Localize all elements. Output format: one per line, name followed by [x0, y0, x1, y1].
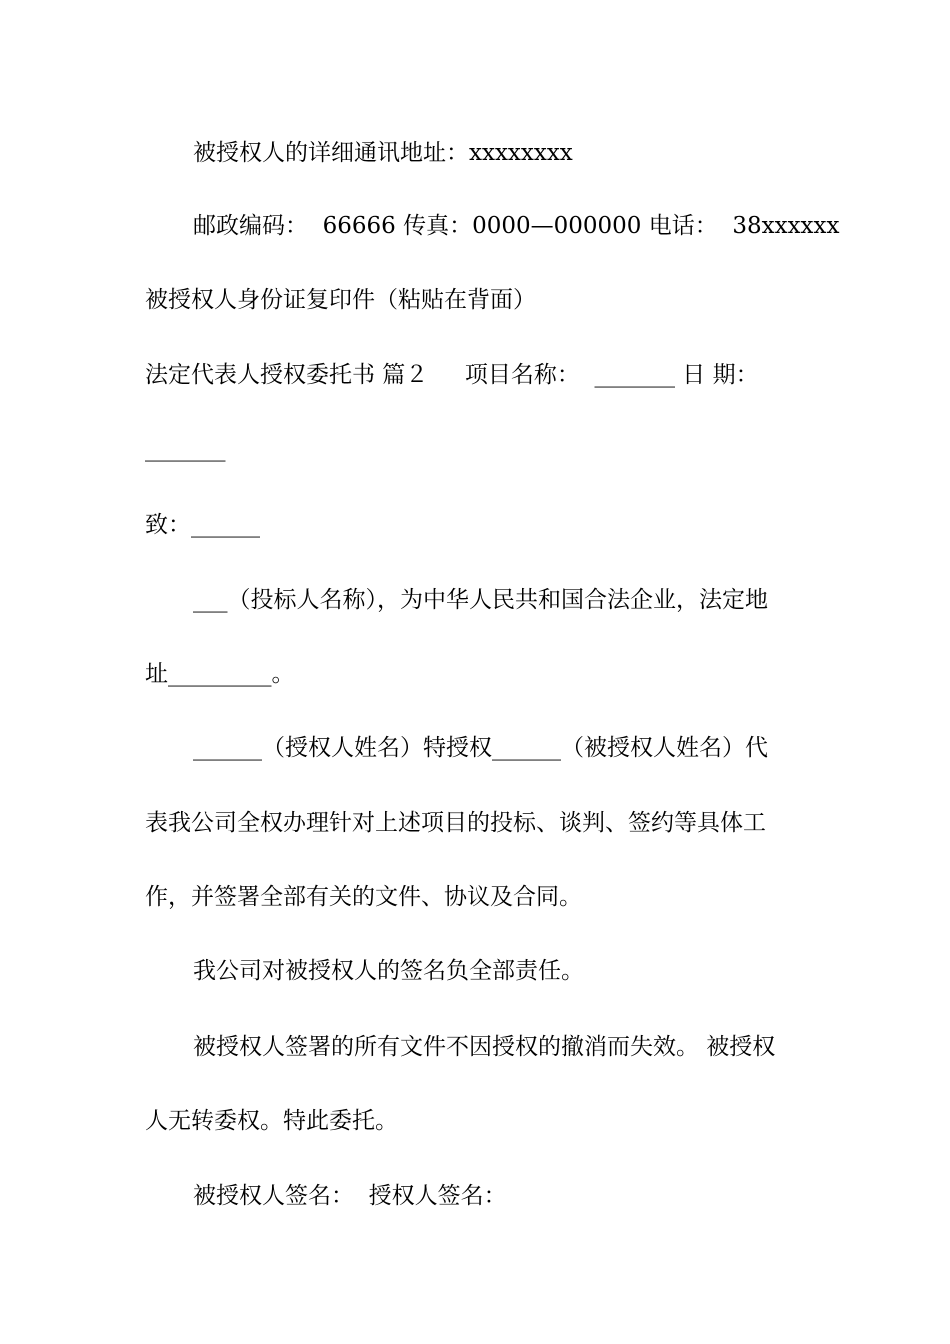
- responsibility-line: 我公司对被授权人的签名负全部责任。: [193, 958, 584, 984]
- addressee-line: 致：______: [145, 512, 260, 538]
- validity-paragraph-line-1: 被授权人签署的所有文件不因授权的撤消而失效。 被授权: [193, 1034, 776, 1060]
- signature-line: 被授权人签名： 授权人签名：: [193, 1183, 507, 1209]
- date-blank-line: _______: [145, 436, 226, 462]
- authorization-paragraph-line-2: 表我公司全权办理针对上述项目的投标、谈判、签约等具体工: [145, 810, 766, 836]
- authorization-paragraph-line-1: ______（授权人姓名）特授权______（被授权人姓名）代: [193, 735, 768, 761]
- validity-paragraph-line-2: 人无转委权。特此委托。: [145, 1108, 398, 1134]
- bidder-paragraph-line-1: ___（投标人名称），为中华人民共和国合法企业，法定地: [193, 587, 768, 613]
- bidder-paragraph-line-2: 址_________。: [145, 661, 295, 687]
- section-title-line: 法定代表人授权委托书 篇２ 项目名称： _______ 日 期：: [145, 362, 759, 388]
- id-copy-line: 被授权人身份证复印件（粘贴在背面）: [145, 287, 536, 313]
- recipient-address-line: 被授权人的详细通讯地址：xxxxxxxx: [193, 140, 573, 166]
- authorization-paragraph-line-3: 作，并签署全部有关的文件、协议及合同。: [145, 884, 582, 910]
- postal-fax-phone-line: 邮政编码： 66666 传真：0000—000000 电话： 38xxxxxx: [193, 213, 840, 239]
